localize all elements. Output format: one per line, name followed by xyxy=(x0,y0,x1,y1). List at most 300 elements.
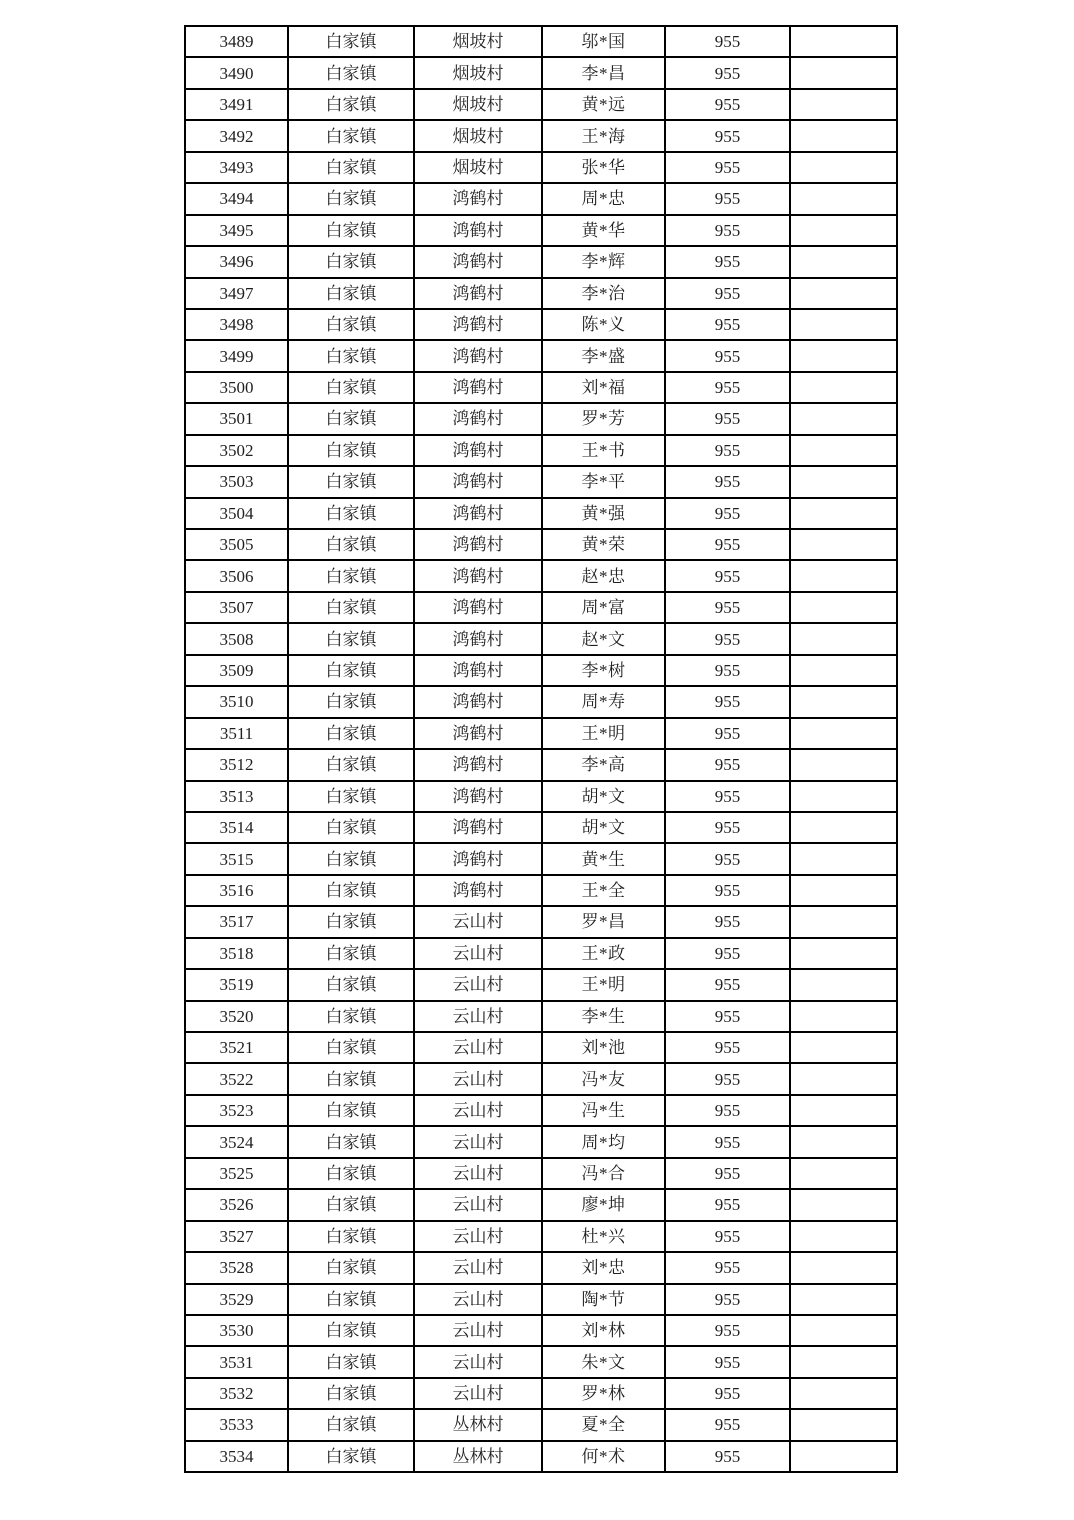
cell-seq: 3530 xyxy=(185,1315,288,1346)
cell-name: 罗*芳 xyxy=(542,403,665,434)
cell-seq: 3498 xyxy=(185,309,288,340)
cell-seq: 3497 xyxy=(185,278,288,309)
cell-code: 955 xyxy=(665,1284,790,1315)
cell-code: 955 xyxy=(665,278,790,309)
cell-note xyxy=(790,309,897,340)
cell-name: 罗*林 xyxy=(542,1378,665,1409)
cell-note xyxy=(790,843,897,874)
cell-seq: 3499 xyxy=(185,340,288,371)
cell-seq: 3495 xyxy=(185,215,288,246)
cell-town: 白家镇 xyxy=(288,1189,414,1220)
cell-town: 白家镇 xyxy=(288,875,414,906)
cell-code: 955 xyxy=(665,718,790,749)
cell-village: 云山村 xyxy=(414,1095,542,1126)
cell-seq: 3529 xyxy=(185,1284,288,1315)
cell-village: 鸿鹤村 xyxy=(414,560,542,591)
cell-town: 白家镇 xyxy=(288,26,414,57)
cell-seq: 3516 xyxy=(185,875,288,906)
table-row xyxy=(185,120,897,151)
cell-town: 白家镇 xyxy=(288,57,414,88)
cell-name: 廖*坤 xyxy=(542,1189,665,1220)
cell-village: 云山村 xyxy=(414,969,542,1000)
cell-code: 955 xyxy=(665,1221,790,1252)
cell-town: 白家镇 xyxy=(288,215,414,246)
cell-seq: 3520 xyxy=(185,1001,288,1032)
cell-seq: 3509 xyxy=(185,655,288,686)
cell-code: 955 xyxy=(665,340,790,371)
cell-name: 李*辉 xyxy=(542,246,665,277)
table-row xyxy=(185,1189,897,1220)
table-row xyxy=(185,1158,897,1189)
cell-code: 955 xyxy=(665,969,790,1000)
cell-name: 何*术 xyxy=(542,1441,665,1472)
table-row xyxy=(185,466,897,497)
cell-note xyxy=(790,1221,897,1252)
cell-name: 赵*文 xyxy=(542,623,665,654)
cell-seq: 3512 xyxy=(185,749,288,780)
cell-code: 955 xyxy=(665,1409,790,1440)
table-row xyxy=(185,1001,897,1032)
cell-seq: 3521 xyxy=(185,1032,288,1063)
table-row xyxy=(185,1378,897,1409)
cell-name: 李*生 xyxy=(542,1001,665,1032)
cell-village: 鸿鹤村 xyxy=(414,655,542,686)
cell-seq: 3523 xyxy=(185,1095,288,1126)
cell-code: 955 xyxy=(665,1032,790,1063)
cell-code: 955 xyxy=(665,1189,790,1220)
cell-village: 鸿鹤村 xyxy=(414,435,542,466)
cell-code: 955 xyxy=(665,1158,790,1189)
cell-name: 李*盛 xyxy=(542,340,665,371)
cell-note xyxy=(790,435,897,466)
cell-town: 白家镇 xyxy=(288,1063,414,1094)
cell-note xyxy=(790,215,897,246)
table-row xyxy=(185,1441,897,1472)
table-row xyxy=(185,498,897,529)
cell-code: 955 xyxy=(665,1095,790,1126)
table-row xyxy=(185,718,897,749)
cell-code: 955 xyxy=(665,938,790,969)
cell-note xyxy=(790,623,897,654)
cell-note xyxy=(790,120,897,151)
table-row xyxy=(185,781,897,812)
cell-name: 胡*文 xyxy=(542,781,665,812)
cell-seq: 3513 xyxy=(185,781,288,812)
cell-code: 955 xyxy=(665,1441,790,1472)
cell-seq: 3491 xyxy=(185,89,288,120)
cell-seq: 3534 xyxy=(185,1441,288,1472)
cell-note xyxy=(790,1032,897,1063)
table-row xyxy=(185,592,897,623)
cell-note xyxy=(790,560,897,591)
cell-village: 云山村 xyxy=(414,1189,542,1220)
cell-note xyxy=(790,26,897,57)
cell-note xyxy=(790,718,897,749)
cell-town: 白家镇 xyxy=(288,812,414,843)
table-row xyxy=(185,1346,897,1377)
cell-code: 955 xyxy=(665,655,790,686)
table-row xyxy=(185,938,897,969)
cell-village: 鸿鹤村 xyxy=(414,246,542,277)
cell-village: 云山村 xyxy=(414,906,542,937)
table-row xyxy=(185,1252,897,1283)
cell-seq: 3501 xyxy=(185,403,288,434)
cell-note xyxy=(790,372,897,403)
cell-name: 冯*生 xyxy=(542,1095,665,1126)
cell-town: 白家镇 xyxy=(288,1126,414,1157)
cell-note xyxy=(790,403,897,434)
table-row xyxy=(185,686,897,717)
cell-town: 白家镇 xyxy=(288,1158,414,1189)
cell-village: 鸿鹤村 xyxy=(414,183,542,214)
cell-code: 955 xyxy=(665,749,790,780)
cell-seq: 3492 xyxy=(185,120,288,151)
table-row xyxy=(185,215,897,246)
cell-village: 烟坡村 xyxy=(414,57,542,88)
cell-name: 周*寿 xyxy=(542,686,665,717)
cell-code: 955 xyxy=(665,1346,790,1377)
cell-note xyxy=(790,152,897,183)
cell-town: 白家镇 xyxy=(288,466,414,497)
table-row xyxy=(185,26,897,57)
cell-seq: 3510 xyxy=(185,686,288,717)
cell-seq: 3507 xyxy=(185,592,288,623)
cell-note xyxy=(790,1346,897,1377)
cell-village: 鸿鹤村 xyxy=(414,529,542,560)
cell-village: 云山村 xyxy=(414,1378,542,1409)
cell-note xyxy=(790,246,897,277)
cell-name: 黄*远 xyxy=(542,89,665,120)
cell-code: 955 xyxy=(665,686,790,717)
cell-village: 鸿鹤村 xyxy=(414,498,542,529)
cell-name: 罗*昌 xyxy=(542,906,665,937)
cell-note xyxy=(790,1001,897,1032)
cell-town: 白家镇 xyxy=(288,686,414,717)
cell-code: 955 xyxy=(665,215,790,246)
cell-code: 955 xyxy=(665,906,790,937)
cell-note xyxy=(790,592,897,623)
table-row xyxy=(185,655,897,686)
cell-seq: 3531 xyxy=(185,1346,288,1377)
cell-name: 陶*节 xyxy=(542,1284,665,1315)
cell-code: 955 xyxy=(665,1378,790,1409)
cell-seq: 3494 xyxy=(185,183,288,214)
cell-seq: 3489 xyxy=(185,26,288,57)
table-row xyxy=(185,1032,897,1063)
cell-name: 赵*忠 xyxy=(542,560,665,591)
cell-name: 李*治 xyxy=(542,278,665,309)
cell-village: 鸿鹤村 xyxy=(414,749,542,780)
table-row xyxy=(185,843,897,874)
cell-note xyxy=(790,938,897,969)
cell-village: 云山村 xyxy=(414,1158,542,1189)
cell-village: 云山村 xyxy=(414,1001,542,1032)
cell-name: 冯*合 xyxy=(542,1158,665,1189)
cell-code: 955 xyxy=(665,435,790,466)
cell-village: 烟坡村 xyxy=(414,26,542,57)
cell-town: 白家镇 xyxy=(288,655,414,686)
cell-town: 白家镇 xyxy=(288,183,414,214)
cell-name: 陈*义 xyxy=(542,309,665,340)
cell-town: 白家镇 xyxy=(288,623,414,654)
cell-town: 白家镇 xyxy=(288,1221,414,1252)
cell-note xyxy=(790,1315,897,1346)
cell-note xyxy=(790,466,897,497)
cell-village: 鸿鹤村 xyxy=(414,843,542,874)
cell-name: 邬*国 xyxy=(542,26,665,57)
cell-note xyxy=(790,875,897,906)
cell-town: 白家镇 xyxy=(288,1409,414,1440)
cell-name: 李*平 xyxy=(542,466,665,497)
cell-town: 白家镇 xyxy=(288,1378,414,1409)
cell-town: 白家镇 xyxy=(288,1284,414,1315)
cell-town: 白家镇 xyxy=(288,1095,414,1126)
cell-village: 鸿鹤村 xyxy=(414,278,542,309)
cell-seq: 3496 xyxy=(185,246,288,277)
cell-note xyxy=(790,1126,897,1157)
cell-seq: 3525 xyxy=(185,1158,288,1189)
cell-code: 955 xyxy=(665,152,790,183)
cell-note xyxy=(790,1409,897,1440)
cell-code: 955 xyxy=(665,623,790,654)
table-row xyxy=(185,1284,897,1315)
cell-village: 丛林村 xyxy=(414,1441,542,1472)
cell-code: 955 xyxy=(665,246,790,277)
cell-village: 鸿鹤村 xyxy=(414,215,542,246)
cell-name: 王*海 xyxy=(542,120,665,151)
cell-village: 云山村 xyxy=(414,1126,542,1157)
cell-seq: 3517 xyxy=(185,906,288,937)
table-row xyxy=(185,529,897,560)
cell-seq: 3519 xyxy=(185,969,288,1000)
table-row xyxy=(185,1063,897,1094)
cell-note xyxy=(790,1095,897,1126)
cell-code: 955 xyxy=(665,120,790,151)
cell-code: 955 xyxy=(665,843,790,874)
cell-name: 周*均 xyxy=(542,1126,665,1157)
table-row xyxy=(185,906,897,937)
cell-note xyxy=(790,1378,897,1409)
cell-name: 王*全 xyxy=(542,875,665,906)
table-row xyxy=(185,183,897,214)
cell-town: 白家镇 xyxy=(288,372,414,403)
cell-name: 李*高 xyxy=(542,749,665,780)
cell-code: 955 xyxy=(665,875,790,906)
cell-village: 鸿鹤村 xyxy=(414,309,542,340)
cell-village: 烟坡村 xyxy=(414,89,542,120)
cell-seq: 3514 xyxy=(185,812,288,843)
cell-seq: 3502 xyxy=(185,435,288,466)
table-row xyxy=(185,89,897,120)
cell-note xyxy=(790,969,897,1000)
cell-code: 955 xyxy=(665,498,790,529)
cell-note xyxy=(790,183,897,214)
cell-code: 955 xyxy=(665,57,790,88)
cell-note xyxy=(790,749,897,780)
cell-town: 白家镇 xyxy=(288,1001,414,1032)
cell-seq: 3515 xyxy=(185,843,288,874)
table-row xyxy=(185,623,897,654)
cell-name: 胡*文 xyxy=(542,812,665,843)
cell-note xyxy=(790,655,897,686)
table-row xyxy=(185,969,897,1000)
cell-seq: 3526 xyxy=(185,1189,288,1220)
cell-code: 955 xyxy=(665,560,790,591)
table-row xyxy=(185,246,897,277)
cell-village: 鸿鹤村 xyxy=(414,592,542,623)
cell-town: 白家镇 xyxy=(288,435,414,466)
cell-town: 白家镇 xyxy=(288,1252,414,1283)
cell-name: 黄*生 xyxy=(542,843,665,874)
cell-town: 白家镇 xyxy=(288,1315,414,1346)
cell-seq: 3508 xyxy=(185,623,288,654)
cell-seq: 3490 xyxy=(185,57,288,88)
table-row xyxy=(185,875,897,906)
cell-code: 955 xyxy=(665,781,790,812)
cell-seq: 3533 xyxy=(185,1409,288,1440)
cell-code: 955 xyxy=(665,183,790,214)
cell-note xyxy=(790,1441,897,1472)
cell-name: 张*华 xyxy=(542,152,665,183)
cell-code: 955 xyxy=(665,466,790,497)
cell-name: 冯*友 xyxy=(542,1063,665,1094)
cell-seq: 3505 xyxy=(185,529,288,560)
cell-town: 白家镇 xyxy=(288,938,414,969)
cell-village: 烟坡村 xyxy=(414,152,542,183)
table-row xyxy=(185,1221,897,1252)
table-row xyxy=(185,278,897,309)
cell-name: 刘*忠 xyxy=(542,1252,665,1283)
cell-note xyxy=(790,1158,897,1189)
cell-note xyxy=(790,1252,897,1283)
cell-town: 白家镇 xyxy=(288,843,414,874)
table-row xyxy=(185,340,897,371)
cell-code: 955 xyxy=(665,26,790,57)
table-row xyxy=(185,1126,897,1157)
cell-seq: 3527 xyxy=(185,1221,288,1252)
cell-village: 云山村 xyxy=(414,1032,542,1063)
table-row xyxy=(185,403,897,434)
cell-town: 白家镇 xyxy=(288,969,414,1000)
cell-note xyxy=(790,529,897,560)
table-row xyxy=(185,152,897,183)
cell-code: 955 xyxy=(665,309,790,340)
table-row xyxy=(185,435,897,466)
cell-seq: 3504 xyxy=(185,498,288,529)
cell-town: 白家镇 xyxy=(288,592,414,623)
cell-seq: 3500 xyxy=(185,372,288,403)
cell-name: 李*树 xyxy=(542,655,665,686)
cell-name: 杜*兴 xyxy=(542,1221,665,1252)
cell-note xyxy=(790,89,897,120)
cell-village: 鸿鹤村 xyxy=(414,875,542,906)
cell-code: 955 xyxy=(665,372,790,403)
cell-code: 955 xyxy=(665,1001,790,1032)
cell-town: 白家镇 xyxy=(288,309,414,340)
cell-seq: 3532 xyxy=(185,1378,288,1409)
cell-village: 云山村 xyxy=(414,1284,542,1315)
cell-note xyxy=(790,57,897,88)
cell-note xyxy=(790,781,897,812)
table-row xyxy=(185,1409,897,1440)
cell-village: 云山村 xyxy=(414,1252,542,1283)
cell-village: 烟坡村 xyxy=(414,120,542,151)
cell-name: 王*明 xyxy=(542,969,665,1000)
table-row xyxy=(185,812,897,843)
cell-town: 白家镇 xyxy=(288,1032,414,1063)
cell-seq: 3522 xyxy=(185,1063,288,1094)
table-row xyxy=(185,372,897,403)
cell-town: 白家镇 xyxy=(288,718,414,749)
cell-name: 黄*强 xyxy=(542,498,665,529)
cell-note xyxy=(790,1284,897,1315)
table-row xyxy=(185,1315,897,1346)
cell-code: 955 xyxy=(665,1315,790,1346)
cell-seq: 3511 xyxy=(185,718,288,749)
cell-code: 955 xyxy=(665,89,790,120)
cell-code: 955 xyxy=(665,812,790,843)
cell-note xyxy=(790,1189,897,1220)
cell-town: 白家镇 xyxy=(288,1441,414,1472)
cell-town: 白家镇 xyxy=(288,152,414,183)
cell-town: 白家镇 xyxy=(288,120,414,151)
cell-code: 955 xyxy=(665,529,790,560)
table-row xyxy=(185,560,897,591)
cell-village: 鸿鹤村 xyxy=(414,781,542,812)
cell-note xyxy=(790,498,897,529)
cell-village: 鸿鹤村 xyxy=(414,812,542,843)
table-row xyxy=(185,309,897,340)
cell-name: 刘*林 xyxy=(542,1315,665,1346)
cell-village: 丛林村 xyxy=(414,1409,542,1440)
table-row xyxy=(185,57,897,88)
roster-table xyxy=(184,25,898,1473)
cell-name: 周*忠 xyxy=(542,183,665,214)
cell-note xyxy=(790,686,897,717)
cell-village: 鸿鹤村 xyxy=(414,623,542,654)
cell-town: 白家镇 xyxy=(288,1346,414,1377)
cell-town: 白家镇 xyxy=(288,498,414,529)
cell-seq: 3528 xyxy=(185,1252,288,1283)
cell-code: 955 xyxy=(665,403,790,434)
cell-name: 夏*全 xyxy=(542,1409,665,1440)
cell-note xyxy=(790,812,897,843)
cell-village: 鸿鹤村 xyxy=(414,372,542,403)
cell-seq: 3524 xyxy=(185,1126,288,1157)
cell-village: 云山村 xyxy=(414,1346,542,1377)
cell-town: 白家镇 xyxy=(288,560,414,591)
cell-town: 白家镇 xyxy=(288,749,414,780)
cell-town: 白家镇 xyxy=(288,89,414,120)
cell-code: 955 xyxy=(665,1252,790,1283)
cell-note xyxy=(790,1063,897,1094)
cell-village: 鸿鹤村 xyxy=(414,403,542,434)
cell-note xyxy=(790,340,897,371)
cell-name: 王*政 xyxy=(542,938,665,969)
cell-name: 黄*华 xyxy=(542,215,665,246)
cell-name: 周*富 xyxy=(542,592,665,623)
cell-seq: 3503 xyxy=(185,466,288,497)
cell-town: 白家镇 xyxy=(288,906,414,937)
cell-seq: 3518 xyxy=(185,938,288,969)
cell-code: 955 xyxy=(665,1063,790,1094)
cell-name: 王*明 xyxy=(542,718,665,749)
cell-village: 鸿鹤村 xyxy=(414,718,542,749)
cell-town: 白家镇 xyxy=(288,246,414,277)
cell-name: 刘*池 xyxy=(542,1032,665,1063)
cell-name: 黄*荣 xyxy=(542,529,665,560)
cell-village: 云山村 xyxy=(414,938,542,969)
